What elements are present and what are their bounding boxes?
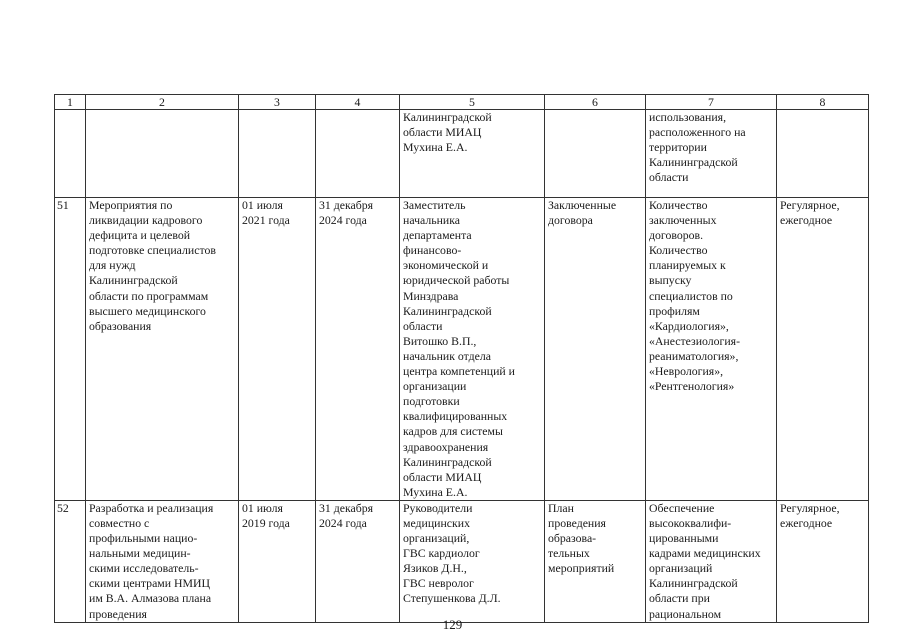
cell-line: высшего медицинского — [89, 303, 206, 318]
cell-line: области МИАЦ — [403, 125, 482, 140]
measure-name-cell — [86, 500, 239, 622]
cell-line: 31 декабря — [319, 500, 374, 515]
cell-line: ГВС кардиолог — [403, 546, 480, 561]
column-number: 3 — [239, 95, 316, 110]
cell-line: нальными медицин- — [89, 546, 191, 561]
cell-line: области — [403, 318, 443, 333]
indicator-cell — [646, 198, 777, 501]
cell-line: начальника — [403, 213, 461, 228]
cell-line: ежегодное — [780, 515, 833, 530]
cell-line: совместно с — [89, 515, 150, 530]
cell-line: 2024 года — [319, 213, 367, 228]
cell-line: выпуску — [649, 273, 692, 288]
responsible-cell — [400, 500, 545, 622]
cell-line: заключенных — [649, 213, 717, 228]
column-number: 1 — [55, 95, 86, 110]
column-number: 7 — [646, 95, 777, 110]
row-number-cell: 51 — [55, 198, 86, 501]
cell-line: организаций, — [403, 531, 470, 546]
cell-line: 2021 года — [242, 213, 290, 228]
cell-line: ГВС невролог — [403, 576, 474, 591]
cell-line: реаниматология», — [649, 348, 739, 363]
cell-line: образования — [89, 318, 152, 333]
cell-line: кадров для системы — [403, 424, 503, 439]
cell-line: тельных — [548, 546, 590, 561]
cell-line: Регулярное, — [780, 500, 840, 515]
cell-line: Мухина Е.А. — [403, 140, 468, 155]
cell-line: дефицита и целевой — [89, 228, 191, 243]
cell-line: Минздрава — [403, 288, 459, 303]
cell-line: скими центрами НМИЦ — [89, 576, 211, 591]
cell-line: территории — [649, 140, 707, 155]
cell-line: Количество — [649, 198, 708, 212]
cell-line: Заключенные — [548, 198, 617, 212]
cell-line: Руководители — [403, 500, 473, 515]
cell-line: Регулярное, — [780, 198, 840, 212]
cell-line: Калининградской — [403, 303, 492, 318]
cell-line: Калининградской — [403, 454, 492, 469]
cell-line: рациональном — [649, 606, 722, 621]
indicator-cell — [646, 500, 777, 622]
measure-name-cell — [86, 110, 239, 198]
end-date-cell — [316, 500, 400, 622]
cell-line: цированными — [649, 531, 719, 546]
column-number: 8 — [777, 95, 869, 110]
measures-table — [54, 94, 869, 623]
cell-line: «Кардиология», — [649, 318, 729, 333]
cell-line: для нужд — [89, 258, 136, 273]
cell-line: 2024 года — [319, 515, 367, 530]
result-cell — [545, 110, 646, 198]
cell-line: им В.А. Алмазова плана — [89, 591, 212, 606]
frequency-cell — [777, 110, 869, 198]
page-number: 129 — [442, 617, 463, 632]
cell-line: проведения — [89, 606, 147, 621]
cell-line: организации — [403, 379, 467, 394]
cell-line: высококвалифи- — [649, 515, 732, 530]
cell-line: Мухина Е.А. — [403, 484, 468, 499]
cell-line: 01 июля — [242, 198, 283, 212]
cell-line: Мероприятия по — [89, 198, 173, 212]
cell-line: ликвидации кадрового — [89, 213, 203, 228]
column-number: 5 — [400, 95, 545, 110]
cell-line: «Анестезиология- — [649, 333, 741, 348]
cell-line: «Рентгенология» — [649, 379, 735, 394]
measure-name-cell — [86, 198, 239, 501]
cell-line: Калининградской — [649, 155, 738, 170]
cell-line: профилям — [649, 303, 700, 318]
result-cell — [545, 198, 646, 501]
table-row-continuation — [55, 110, 869, 198]
cell-line: Обеспечение — [649, 500, 715, 515]
column-number: 2 — [86, 95, 239, 110]
start-date-cell — [239, 500, 316, 622]
end-date-cell — [316, 198, 400, 501]
cell-line: области по программам — [89, 288, 209, 303]
cell-line: экономической и — [403, 258, 489, 273]
start-date-cell — [239, 198, 316, 501]
cell-line: медицинских — [403, 515, 470, 530]
cell-line: «Неврология», — [649, 364, 724, 379]
cell-line: использования, — [649, 110, 727, 124]
frequency-cell — [777, 198, 869, 501]
result-cell — [545, 500, 646, 622]
cell-line: Степушенкова Д.Л. — [403, 591, 501, 606]
cell-line: 01 июля — [242, 500, 283, 515]
table-row-52 — [55, 500, 869, 622]
cell-line: финансово- — [403, 243, 462, 258]
frequency-cell — [777, 500, 869, 622]
cell-line: Калининградской — [89, 273, 178, 288]
cell-line: образова- — [548, 531, 597, 546]
cell-line: специалистов по — [649, 288, 733, 303]
cell-line: Разработка и реализация — [89, 500, 214, 515]
cell-line: Количество — [649, 243, 708, 258]
cell-line: планируемых к — [649, 258, 726, 273]
cell-line: здравоохранения — [403, 439, 489, 454]
cell-line: Калининградской — [403, 110, 492, 124]
cell-line: 31 декабря — [319, 198, 374, 212]
table-row-51 — [55, 198, 869, 501]
cell-line: центра компетенций и — [403, 364, 515, 379]
indicator-cell — [646, 110, 777, 198]
start-date-cell — [239, 110, 316, 198]
row-number-cell — [55, 110, 86, 198]
cell-line: План — [548, 500, 574, 515]
cell-line: договора — [548, 213, 593, 228]
cell-line: области МИАЦ — [403, 469, 482, 484]
cell-line: организаций — [649, 561, 713, 576]
cell-line: юридической работы — [403, 273, 510, 288]
cell-line: скими исследователь- — [89, 561, 199, 576]
cell-line: подготовки — [403, 394, 460, 409]
cell-line: ежегодное — [780, 213, 833, 228]
cell-line: области — [649, 170, 689, 185]
column-number: 4 — [316, 95, 400, 110]
end-date-cell — [316, 110, 400, 198]
cell-line: 2019 года — [242, 515, 290, 530]
cell-line: подготовке специалистов — [89, 243, 216, 258]
cell-line: мероприятий — [548, 561, 615, 576]
cell-line: Заместитель — [403, 198, 466, 212]
cell-line: договоров. — [649, 228, 704, 243]
cell-line: профильными нацио- — [89, 531, 198, 546]
cell-line: области при — [649, 591, 710, 606]
row-number-cell: 52 — [55, 500, 86, 622]
cell-line: Витошко В.П., — [403, 333, 477, 348]
cell-line: департамента — [403, 228, 472, 243]
cell-line: кадрами медицинских — [649, 546, 761, 561]
cell-line: Калининградской — [649, 576, 738, 591]
column-number: 6 — [545, 95, 646, 110]
cell-line: расположенного на — [649, 125, 746, 140]
column-number-row — [55, 95, 869, 110]
cell-line: начальник отдела — [403, 348, 492, 363]
cell-line: проведения — [548, 515, 606, 530]
responsible-cell — [400, 198, 545, 501]
responsible-cell — [400, 110, 545, 198]
cell-line: квалифицированных — [403, 409, 508, 424]
cell-line: Язиков Д.Н., — [403, 561, 467, 576]
